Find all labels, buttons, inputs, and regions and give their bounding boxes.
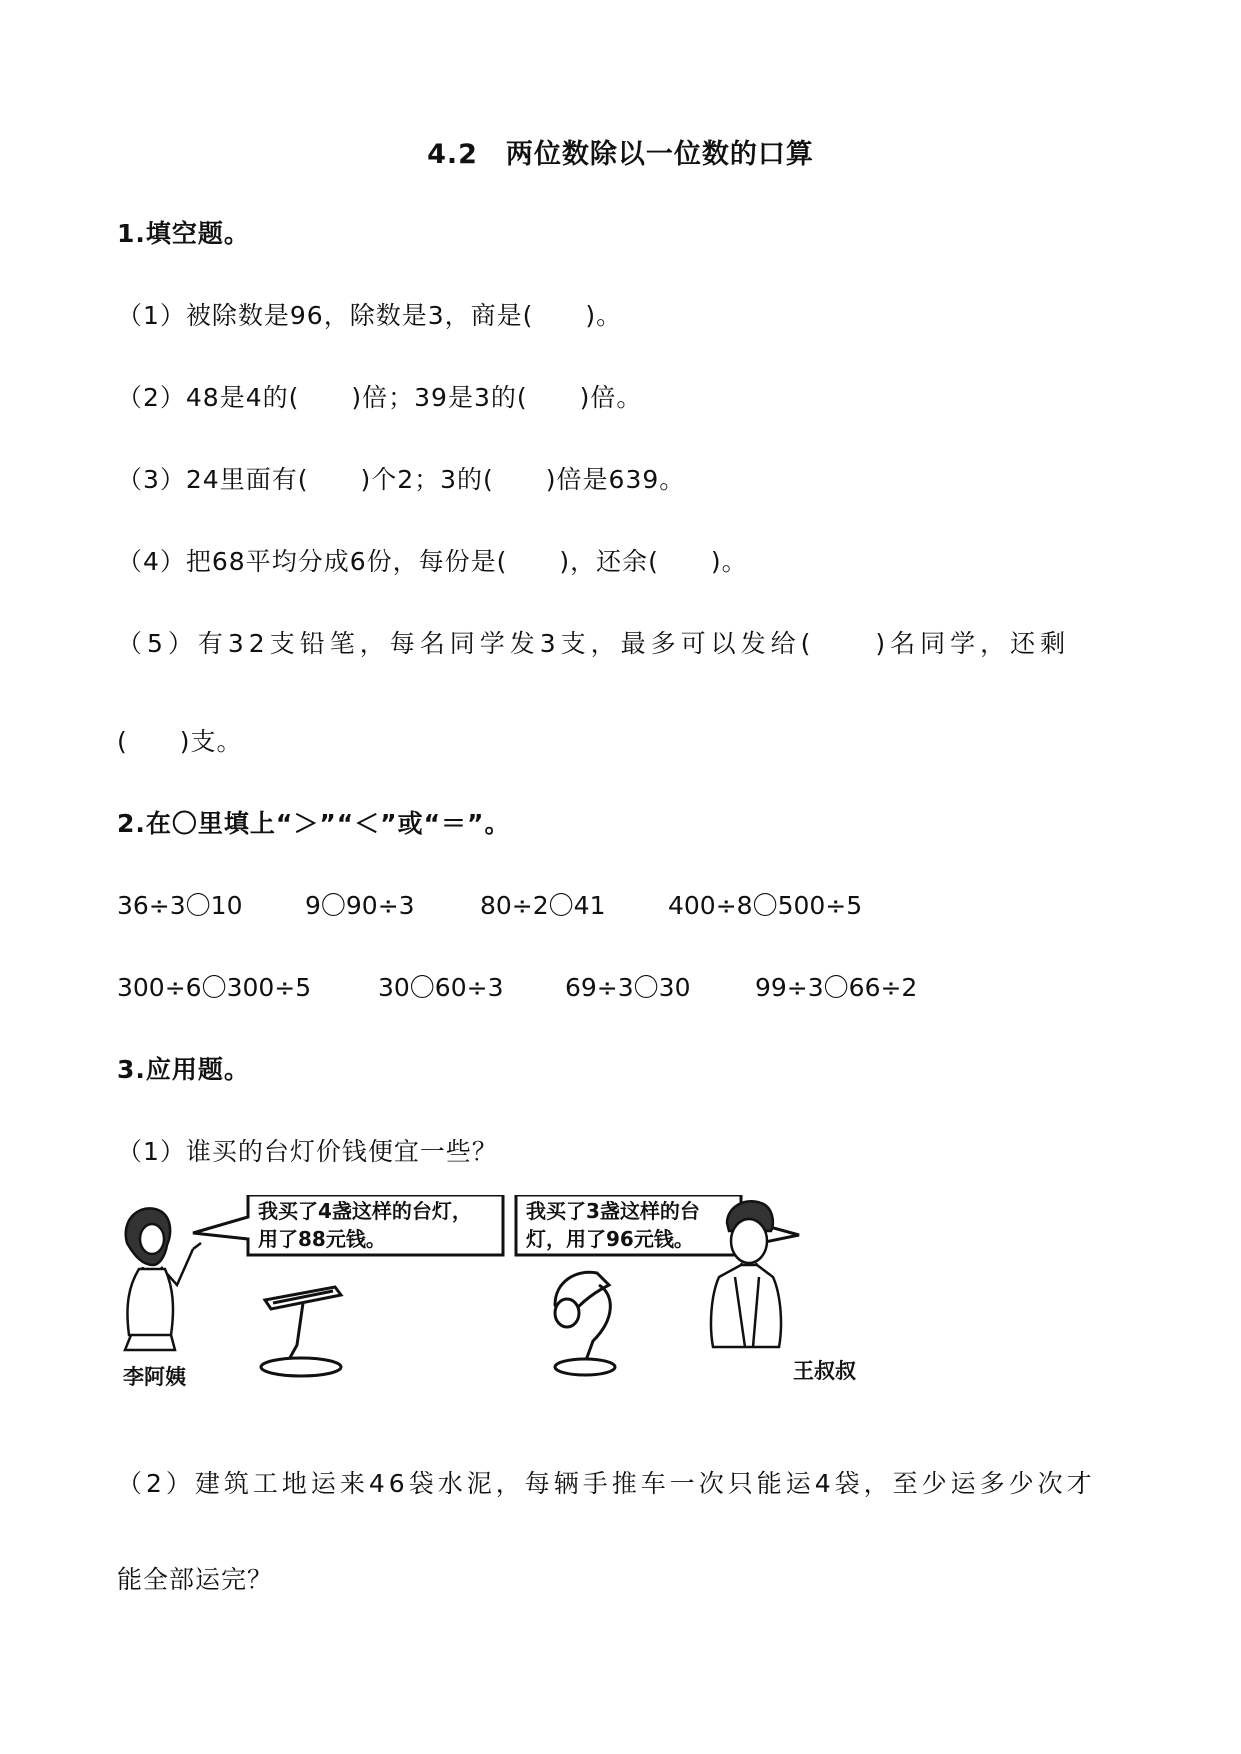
compare-1-3: 80÷2〇41	[480, 891, 606, 920]
fill-item-5-continued: ( )支。	[117, 727, 243, 756]
bubble-left-line-1: 我买了4盏这样的台灯，	[258, 1199, 472, 1223]
compare-1-2: 9〇90÷3	[305, 891, 415, 920]
bubble-right-line-1: 我买了3盏这样的台	[526, 1199, 700, 1223]
name-label-right: 王叔叔	[793, 1359, 856, 1383]
application-question-2-continued: 能全部运完？	[117, 1565, 274, 1594]
section-2-heading: 2.在〇里填上“＞”“＜”或“＝”。	[117, 809, 511, 838]
section-1-heading: 1.填空题。	[117, 219, 250, 248]
application-question-2: （2）建筑工地运来46袋水泥，每辆手推车一次只能运4袋，至少运多少次才	[117, 1469, 1096, 1498]
section-3-heading: 3.应用题。	[117, 1055, 250, 1084]
compare-1-4: 400÷8〇500÷5	[668, 891, 863, 920]
lamp-illustration	[115, 1195, 885, 1405]
bubble-left-line-2: 用了88元钱。	[258, 1227, 386, 1251]
fill-item-5: （5）有32支铅笔，每名同学发3支，最多可以发给( )名同学，还剩	[117, 629, 1071, 658]
bubble-right-line-2: 灯，用了96元钱。	[526, 1227, 694, 1251]
page-title: 4.2 两位数除以一位数的口算	[427, 139, 814, 170]
fill-item-1: （1）被除数是96，除数是3，商是( )。	[117, 301, 623, 330]
fill-item-4: （4）把68平均分成6份，每份是( )，还余( )。	[117, 547, 748, 576]
compare-2-4: 99÷3〇66÷2	[755, 973, 918, 1002]
compare-1-1: 36÷3〇10	[117, 891, 243, 920]
compare-2-3: 69÷3〇30	[565, 973, 691, 1002]
compare-2-1: 300÷6〇300÷5	[117, 973, 312, 1002]
desk-lamp	[555, 1272, 615, 1375]
long-lamp	[261, 1287, 341, 1376]
fill-item-2: （2）48是4的( )倍；39是3的( )倍。	[117, 383, 643, 412]
woman-figure	[125, 1208, 201, 1350]
lamp-price-figure	[115, 1195, 885, 1405]
fill-item-3: （3）24里面有( )个2；3的( )倍是639。	[117, 465, 686, 494]
application-question-1: （1）谁买的台灯价钱便宜一些？	[117, 1137, 498, 1166]
compare-2-2: 30〇60÷3	[378, 973, 504, 1002]
name-label-left: 李阿姨	[123, 1365, 186, 1389]
